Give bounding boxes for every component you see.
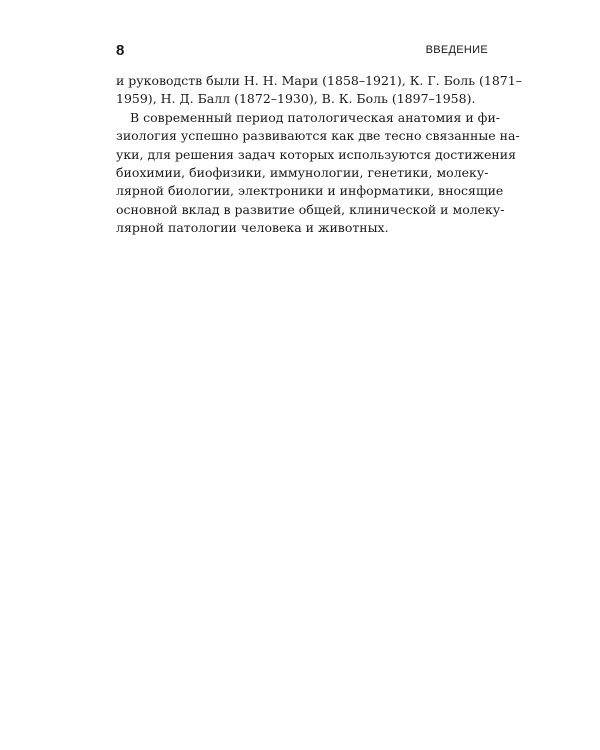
text-line: лярной патологии человека и животных. bbox=[116, 220, 389, 236]
paragraph-2 bbox=[116, 109, 520, 238]
text-line: уки, для решения задач которых используются достижения bbox=[116, 146, 516, 162]
page-number: 8 bbox=[116, 42, 125, 59]
text-line: В современный период патологическая анатомия и фи- bbox=[130, 109, 501, 125]
text-line: основной вклад в развитие общей, клинической и молеку- bbox=[116, 201, 505, 217]
text-line: 1959), Н. Д. Балл (1872–1930), В. К. Боль (1897–1958). bbox=[116, 91, 476, 107]
body-text bbox=[116, 72, 522, 238]
running-head: ВВЕДЕНИЕ bbox=[425, 44, 488, 56]
text-line: биохимии, биофизики, иммунологии, генетики, молеку- bbox=[116, 165, 489, 181]
text-line: и руководств были Н. Н. Мари (1858–1921), К. Г. Боль (1871– bbox=[116, 73, 522, 88]
text-line: лярной биологии, электроники и информатики, вносящие bbox=[116, 183, 504, 199]
paragraph-1 bbox=[116, 72, 522, 109]
text-line: зиология успешно развиваются как две тесно связанные на- bbox=[116, 128, 520, 144]
